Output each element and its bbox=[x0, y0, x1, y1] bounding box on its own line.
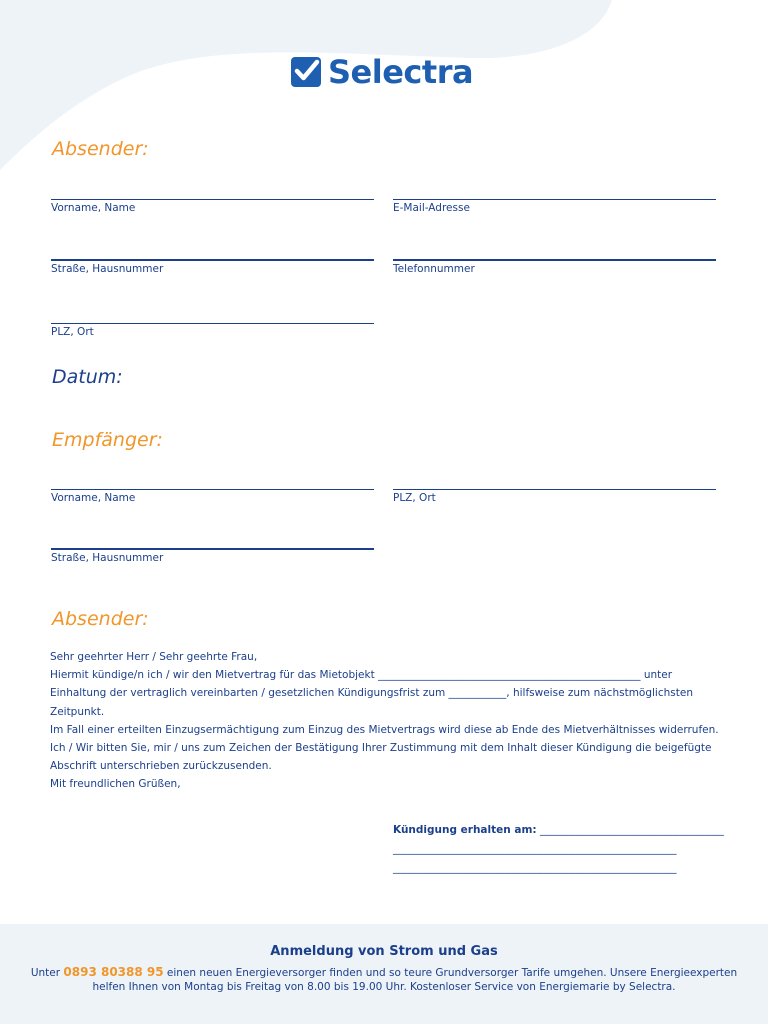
recipient-city-field[interactable] bbox=[393, 489, 716, 504]
footer-title: Anmeldung von Strom und Gas bbox=[270, 944, 498, 959]
underline bbox=[51, 489, 374, 490]
letter-line: Einhaltung der vertraglich vereinbarten / gesetzlichen Kündigungsfrist zum ___________, hilfsweise zum nächstmöglichsten bbox=[50, 687, 693, 700]
underline bbox=[393, 489, 716, 490]
received-label: Kündigung erhalten am: bbox=[393, 824, 537, 836]
received-section bbox=[393, 821, 724, 878]
footer-text-after: einen neuen Energieversorger finden und so teure Grundversorger Tarife umgehen. Unsere Energieexperten helfen Ihnen von Montag bis Freitag von 8.00 bis 19.00 Uhr. Kostenloser Service von Energiemarie by Selectra. bbox=[92, 967, 738, 993]
letter-heading: Absender: bbox=[52, 608, 149, 630]
checkmark-logo-icon bbox=[291, 57, 321, 87]
recipient-heading: Empfänger: bbox=[52, 429, 163, 451]
received-signature-line: ______________________________________________________ bbox=[393, 862, 677, 874]
underline bbox=[51, 548, 374, 550]
letter-line: Ich / Wir bitten Sie, mir / uns zum Zeichen der Bestätigung Ihrer Zustimmung mit dem Inhalt dieser Kündigung die beigefügte bbox=[50, 742, 712, 755]
footer-text-before: Unter bbox=[30, 967, 64, 979]
underline bbox=[51, 259, 374, 261]
letter-line: Hiermit kündige/n ich / wir den Mietvertrag für das Mietobjekt __________________________________________________ unter bbox=[50, 669, 673, 682]
field-label: E-Mail-Adresse bbox=[393, 202, 470, 214]
sender-heading: Absender: bbox=[52, 138, 149, 160]
underline bbox=[393, 199, 716, 200]
recipient-street-field[interactable] bbox=[51, 548, 374, 564]
footer bbox=[0, 924, 768, 1024]
letter-line: Im Fall einer erteilten Einzugsermächtigung zum Einzug des Mietvertrags wird diese ab Ende des Mietverhältnisses widerrufen. bbox=[50, 723, 719, 736]
received-date-blank: ___________________________________ bbox=[536, 824, 724, 836]
sender-street-field[interactable] bbox=[51, 259, 374, 275]
underline bbox=[51, 199, 374, 200]
date-heading: Datum: bbox=[52, 366, 123, 388]
letter-line: Abschrift unterschrieben zurückzusenden. bbox=[50, 760, 272, 773]
field-label: PLZ, Ort bbox=[51, 326, 94, 338]
sender-email-field[interactable] bbox=[393, 199, 716, 214]
underline bbox=[393, 259, 716, 261]
letter-line: Zeitpunkt. bbox=[50, 705, 105, 718]
field-label: Straße, Hausnummer bbox=[51, 263, 164, 275]
footer-text bbox=[0, 965, 768, 994]
received-signature-line: ______________________________________________________ bbox=[393, 843, 677, 855]
field-label: PLZ, Ort bbox=[393, 492, 436, 504]
underline bbox=[51, 323, 374, 324]
letter-body bbox=[50, 648, 730, 794]
field-label: Straße, Hausnummer bbox=[51, 552, 164, 564]
logo-text: Selectra bbox=[328, 53, 474, 91]
letter-line: Mit freundlichen Grüßen, bbox=[50, 778, 181, 791]
sender-phone-field[interactable] bbox=[393, 259, 716, 275]
recipient-name-field[interactable] bbox=[51, 489, 374, 504]
background-wave bbox=[0, 0, 768, 260]
footer-phone-number[interactable]: 0893 80388 95 bbox=[63, 965, 164, 979]
selectra-logo bbox=[291, 52, 473, 92]
field-label: Telefonnummer bbox=[393, 263, 475, 275]
field-label: Vorname, Name bbox=[51, 202, 136, 214]
field-label: Vorname, Name bbox=[51, 492, 136, 504]
sender-city-field[interactable] bbox=[51, 323, 374, 338]
sender-name-field[interactable] bbox=[51, 199, 374, 214]
letter-line: Sehr geehrter Herr / Sehr geehrte Frau, bbox=[50, 651, 258, 663]
